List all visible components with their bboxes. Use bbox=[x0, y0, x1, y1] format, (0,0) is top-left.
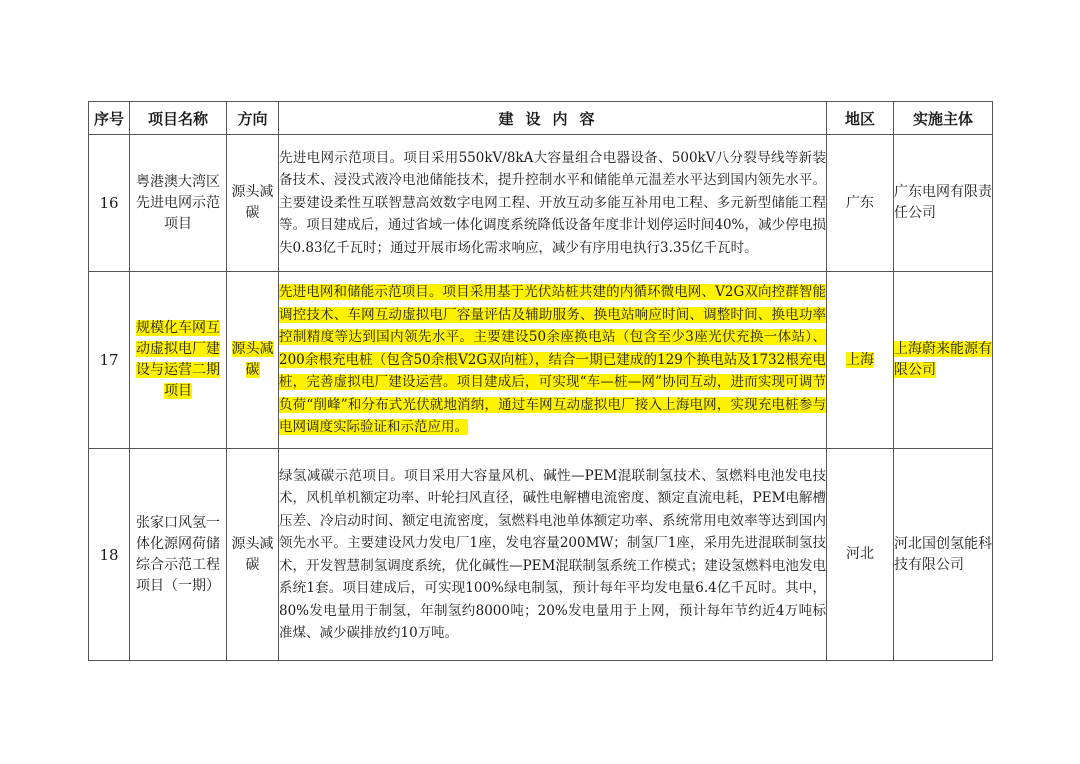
project-name bbox=[130, 272, 227, 449]
project-region bbox=[827, 272, 894, 449]
highlighted-text: 源头减碳 bbox=[231, 341, 274, 378]
project-content bbox=[279, 272, 827, 449]
header-name: 项目名称 bbox=[130, 102, 227, 135]
project-content: 先进电网示范项目。项目采用550kV/8kA大容量组合电器设备、500kV八分裂导线等新装备技术、浸没式液冷电池储能技术，提升控制水平和储能单元温差水平达到国内领先水平。主要建设柔性互联智慧高效数字电网工程、开放互动多能互补用电工程、多元新型储能工程等。项目建成后，通过省域一体化调度系统降低设备年度非计划停运时间40%，减少停电损失0.83亿千瓦时；通过开展市场化需求响应，减少有序用电执行3.35亿千瓦时。 bbox=[279, 135, 827, 272]
table-row bbox=[89, 449, 993, 661]
highlighted-text: 规模化车网互动虚拟电厂建设与运营二期项目 bbox=[136, 320, 220, 399]
project-entity bbox=[894, 272, 993, 449]
project-direction: 源头减碳 bbox=[227, 135, 279, 272]
header-entity: 实施主体 bbox=[894, 102, 993, 135]
row-index: 18 bbox=[89, 449, 130, 661]
project-entity: 河北国创氢能科技有限公司 bbox=[894, 449, 993, 661]
header-direction: 方向 bbox=[227, 102, 279, 135]
project-content: 绿氢减碳示范项目。项目采用大容量风机、碱性—PEM混联制氢技术、氢燃料电池发电技术，风机单机额定功率、叶轮扫风直径，碱性电解槽电流密度、额定直流电耗，PEM电解槽压差、冷启动时间、额定电流密度，氢燃料电池单体额定功率、系统常用电效率等达到国内领先水平。主要建设风力发电厂1座，发电容量200MW；制氢厂1座，采用先进混联制氢技术，开发智慧制氢调度系统，优化碱性—PEM混联制氢系统工作模式；建设氢燃料电池发电系统1套。项目建成后，可实现100%绿电制氢，预计每年平均发电量6.4亿千瓦时。其中，80%发电量用于制氢，年制氢约8000吨；20%发电量用于上网，预计每年节约近4万吨标准煤、减少碳排放约10万吨。 bbox=[279, 449, 827, 661]
row-index: 16 bbox=[89, 135, 130, 272]
header-index: 序号 bbox=[89, 102, 130, 135]
project-table bbox=[88, 101, 993, 661]
table-row bbox=[89, 272, 993, 449]
project-entity: 广东电网有限责任公司 bbox=[894, 135, 993, 272]
highlighted-text: 上海蔚来能源有限公司 bbox=[894, 341, 992, 378]
header-content: 建设内容 bbox=[279, 102, 827, 135]
table-header-row bbox=[89, 102, 993, 135]
highlighted-text: 上海 bbox=[846, 351, 874, 368]
project-region: 河北 bbox=[827, 449, 894, 661]
project-region: 广东 bbox=[827, 135, 894, 272]
project-direction bbox=[227, 272, 279, 449]
highlighted-text: 先进电网和储能示范项目。项目采用基于光伏站桩共建的内循环微电网、V2G双向控群智能调控技术、车网互动虚拟电厂容量评估及辅助服务、换电站响应时间、调整时间、换电功率控制精度等达到国内领先水平。主要建设50余座换电站（包含至少3座光伏充换一体站）、200余根充电桩（包含50余根V2G双向桩），结合一期已建成的129个换电站及1732根充电桩，完善虚拟电厂建设运营。项目建成后，可实现“车—桩—网”协同互动，进而实现可调节负荷“削峰”和分布式光伏就地消纳，通过车网互动虚拟电厂接入上海电网，实现充电桩参与电网调度实际验证和示范应用。 bbox=[279, 284, 826, 436]
row-index: 17 bbox=[89, 272, 130, 449]
project-name: 粤港澳大湾区先进电网示范项目 bbox=[130, 135, 227, 272]
table-row bbox=[89, 135, 993, 272]
header-region: 地区 bbox=[827, 102, 894, 135]
project-name: 张家口风氢一体化源网荷储综合示范工程项目（一期） bbox=[130, 449, 227, 661]
project-direction: 源头减碳 bbox=[227, 449, 279, 661]
